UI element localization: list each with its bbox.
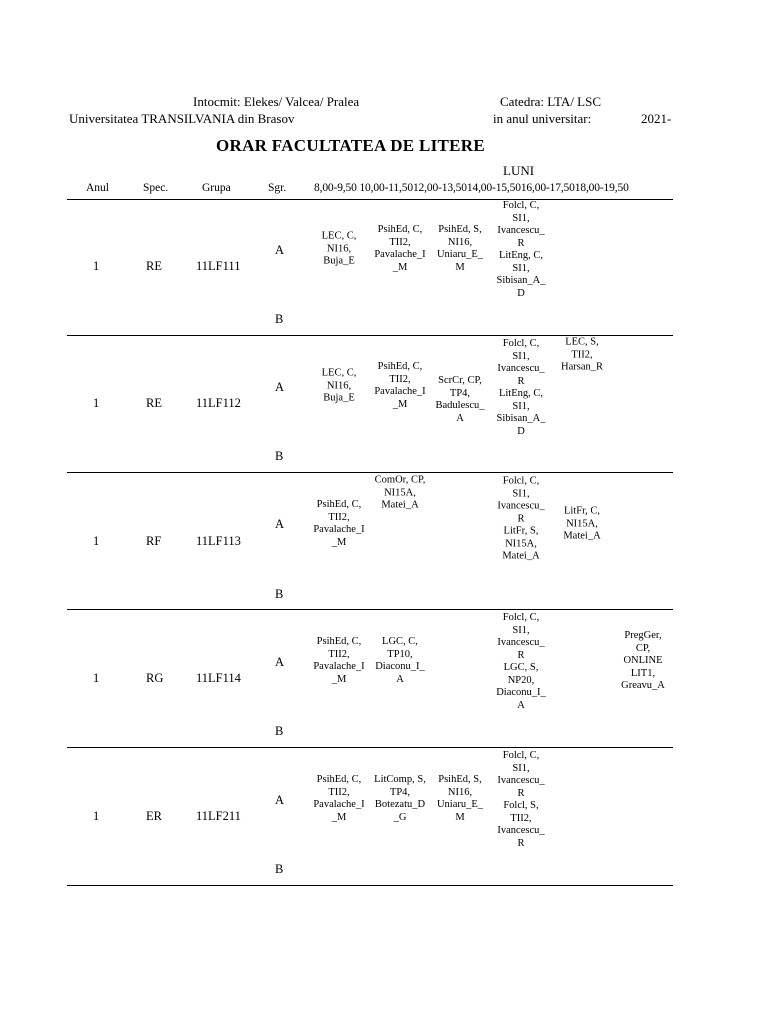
academic-year-value: 2021- xyxy=(641,111,672,126)
col-anul: Anul xyxy=(86,182,109,194)
slot-0800: PsihEd, C, TII2, Pavalache_I _M xyxy=(313,636,365,685)
grupa-cell: 11LF113 xyxy=(196,534,241,548)
grupa-cell: 11LF112 xyxy=(196,396,241,410)
row-divider xyxy=(67,472,673,473)
grupa-cell: 11LF111 xyxy=(196,259,241,273)
subgroup-a: A xyxy=(275,243,285,257)
slot-0800: LEC, C, NI16, Buja_E xyxy=(321,230,357,267)
slot-1400: Folcl, C, SI1, Ivancescu_ R LitEng, C, SI1, Sibisan_A_ D xyxy=(496,338,546,437)
anul-cell: 1 xyxy=(93,534,100,548)
slot-1600: LitFr, C, NI15A, Matei_A xyxy=(563,505,601,542)
slot-0800: PsihEd, C, TII2, Pavalache_I _M xyxy=(313,774,365,823)
slot-1400: Folcl, C, SI1, Ivancescu_ R LitEng, C, SI1, Sibisan_A_ D xyxy=(496,200,546,299)
subgroup-b: B xyxy=(275,312,284,326)
spec-cell: RG xyxy=(146,671,164,685)
subgroup-a: A xyxy=(275,655,285,669)
anul-cell: 1 xyxy=(93,396,100,410)
spec-cell: RF xyxy=(146,534,162,548)
spec-cell: RE xyxy=(146,396,162,410)
slot-0800: LEC, C, NI16, Buja_E xyxy=(321,367,357,404)
col-sgr: Sgr. xyxy=(268,182,287,194)
slot-1400: Folcl, C, SI1, Ivancescu_ R LGC, S, NP20, Diaconu_I_ A xyxy=(496,612,546,711)
spec-cell: ER xyxy=(146,809,162,823)
spec-cell: RE xyxy=(146,259,162,273)
slot-1000: PsihEd, C, TII2, Pavalache_I _M xyxy=(374,224,426,273)
subgroup-b: B xyxy=(275,862,284,876)
header-divider xyxy=(67,199,673,200)
slot-0800: PsihEd, C, TII2, Pavalache_I _M xyxy=(313,499,365,548)
col-grupa: Grupa xyxy=(202,182,231,194)
subgroup-b: B xyxy=(275,587,284,601)
table-bottom-border xyxy=(67,885,673,886)
grupa-cell: 11LF211 xyxy=(196,809,241,823)
slot-1000: PsihEd, C, TII2, Pavalache_I _M xyxy=(374,361,426,410)
slot-1000: LitComp, S, TP4, Botezatu_D _G xyxy=(374,774,426,823)
intocmit-label: Intocmit: Elekes/ Valcea/ Pralea xyxy=(193,94,360,109)
subgroup-b: B xyxy=(275,724,284,738)
anul-cell: 1 xyxy=(93,259,100,273)
slot-1400: Folcl, C, SI1, Ivancescu_ R Folcl, S, TII2, Ivancescu_ R xyxy=(497,750,545,849)
slot-1200: ScrCr, CP, TP4, Badulescu_ A xyxy=(435,375,485,424)
col-spec: Spec. xyxy=(143,182,169,194)
subgroup-a: A xyxy=(275,793,285,807)
slot-1400: Folcl, C, SI1, Ivancescu_ R LitFr, S, NI15A, Matei_A xyxy=(497,475,545,562)
anul-cell: 1 xyxy=(93,809,100,823)
subgroup-a: A xyxy=(275,517,285,531)
subgroup-b: B xyxy=(275,449,284,463)
slot-1800: PregGer, CP, ONLINE LIT1, Greavu_A xyxy=(621,629,665,691)
page-title: ORAR FACULTATEA DE LITERE xyxy=(216,136,486,155)
academic-year-label: in anul universitar: xyxy=(493,111,592,126)
slot-1600: LEC, S, TII2, Harsan_R xyxy=(561,336,603,373)
col-time-slots: 8,00-9,50 10,00-11,5012,00-13,5014,00-15,5016,00-17,5018,00-19,50 xyxy=(314,182,629,194)
catedra-label: Catedra: LTA/ LSC xyxy=(500,94,602,109)
grupa-cell: 11LF114 xyxy=(196,671,241,685)
slot-1000: LGC, C, TP10, Diaconu_I_ A xyxy=(375,636,425,685)
day-label: LUNI xyxy=(503,163,535,178)
slot-1000: ComOr, CP, NI15A, Matei_A xyxy=(374,474,426,511)
slot-1200: PsihEd, S, NI16, Uniaru_E_ M xyxy=(436,224,484,273)
row-divider xyxy=(67,609,673,610)
subgroup-a: A xyxy=(275,380,285,394)
slot-1200: PsihEd, S, NI16, Uniaru_E_ M xyxy=(436,774,484,823)
university-name: Universitatea TRANSILVANIA din Brasov xyxy=(69,111,295,126)
anul-cell: 1 xyxy=(93,671,100,685)
row-divider xyxy=(67,747,673,748)
